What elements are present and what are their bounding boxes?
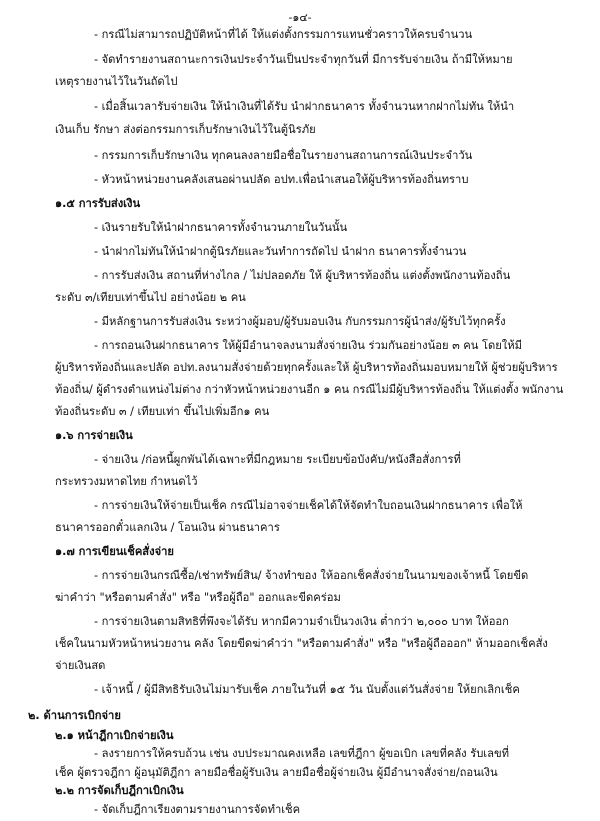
text-line: - การจ่ายเงินตามสิทธิที่พึงจะได้รับ หากมีความจำเป็นวงเงิน ต่ำกว่า ๒,๐๐๐ บาท ให้ออก	[94, 615, 509, 628]
text-line: - หัวหน้าหน่วยงานคลังเสนอผ่านปลัด อปท.เพื่อนำเสนอให้ผู้บริหารท้องถิ่นทราบ	[94, 173, 469, 186]
text-line: - จัดทำรายงานสถานะการเงินประจำวันเป็นประจำทุกวันที่ มีการรับจ่ายเงิน ถ้ามีให้หมาย	[94, 53, 513, 66]
text-line: - กรรมการเก็บรักษาเงิน ทุกคนลงลายมือชื่อในรายงานสถานการณ์เงินประจำวัน	[94, 149, 473, 162]
text-line: - การจ่ายเงินกรณีซื้อ/เช่าทรัพย์สิน/ จ้างทำของ ให้ออกเช็คสั่งจ่ายในนามของเจ้าหนี้ โดยขีด	[94, 569, 529, 582]
text-line: - การจ่ายเงินให้จ่ายเป็นเช็ค กรณีไม่อาจจ่ายเช็คได้ให้จัดทำใบถอนเงินฝากธนาคาร เพื่อให้	[94, 499, 523, 512]
text-line: - การถอนเงินฝากธนาคาร ให้ผู้มีอำนาจลงนามสั่งจ่ายเงิน ร่วมกันอย่างน้อย ๓ คน โดยให้มี	[94, 339, 522, 352]
text-line: - จัดเก็บฎีกาเรียงตามรายงานการจัดทำเช็ค	[94, 803, 301, 816]
text-line: - ลงรายการให้ครบถ้วน เช่น งบประมาณคงเหลือ เลขที่ฎีกา ผู้ขอเบิก เลขที่คลัง รับเลขที่	[94, 747, 510, 760]
text-line: - เงินรายรับให้นำฝากธนาคารทั้งจำนวนภายในวันนั้น	[94, 221, 348, 234]
section-heading: ๑.๖ การจ่ายเงิน	[55, 429, 133, 442]
text-line: จ่ายเงินสด	[55, 659, 106, 672]
text-line: ผู้บริหารท้องถิ่นและปลัด อปท.ลงนามสั่งจ่ายด้วยทุกครั้งและให้ ผู้บริหารท้องถิ่นมอบหมายให้ ผู้ช่วยผู้บริหาร	[55, 361, 558, 374]
text-line: - เมื่อสิ้นเวลารับจ่ายเงิน ให้นำเงินที่ได้รับ นำฝากธนาคาร ทั้งจำนวนหากฝากไม่ทัน ให้นำ	[94, 100, 515, 113]
text-line: เช็คในนามหัวหน้าหน่วยงาน คลัง โดยขีดฆ่าคำว่า "หรือตามคำสั่ง" หรือ "หรือผู้ถือออก" ห้ามออกเช็คสั่ง	[55, 637, 548, 650]
text-line: ระดับ ๓/เทียบเท่าขึ้นไป อย่างน้อย ๒ คน	[55, 291, 246, 304]
text-line: ท้องถิ่นระดับ ๓ / เทียบเท่า ขึ้นไปเพิ่มอีก๑ คน	[55, 405, 270, 418]
text-line: - กรณีไม่สามารถปฏิบัติหน้าที่ได้ ให้แต่งตั้งกรรมการแทนชั่วคราวให้ครบจำนวน	[94, 28, 473, 41]
text-line: ฆ่าคำว่า "หรือตามคำสั่ง" หรือ "หรือผู้ถือ" ออกและขีดคร่อม	[55, 591, 341, 604]
text-line: เหตุรายงานไว้ในวันถัดไป	[55, 75, 178, 88]
section-heading: ๑.๗ การเขียนเช็คสั่งจ่าย	[55, 545, 174, 558]
text-line: เงินเก็บ รักษา ส่งต่อกรรมการเก็บรักษาเงินไว้ในตู้นิรภัย	[55, 123, 316, 136]
text-line: ท้องถิ่น/ ผู้ดำรงตำแหน่งไม่ต่าง กว่าหัวหน้าหน่วยงานอีก ๑ คน กรณีไม่มีผู้บริหารท้องถิ่น ให้แต่งตั้ง พนักงาน	[55, 383, 564, 396]
section-heading: ๑.๕ การรับส่งเงิน	[55, 197, 141, 210]
section-heading: ๒.๒ การจัดเก็บฎีกาเบิกเงิน	[55, 784, 184, 797]
text-line: - มีหลักฐานการรับส่งเงิน ระหว่างผู้มอบ/ผู้รับมอบเงิน กับกรรมการผู้นำส่ง/ผู้รับไว้ทุกครั้ง	[94, 315, 506, 328]
text-line: เช็ค ผู้ตรวจฎีกา ผู้อนุมัติฎีกา ลายมือชื่อผู้รับเงิน ลายมือชื่อผู้จ่ายเงิน ผู้มีอำนาจสั่งจ่าย/ถอนเงิน	[55, 766, 498, 779]
text-line: - จ่ายเงิน /ก่อหนี้ผูกพันได้เฉพาะที่มีกฎหมาย ระเบียบข้อบังคับ/หนังสือสั่งการที่	[94, 453, 461, 466]
page-number: -๑๔-	[288, 11, 312, 24]
text-line: ธนาคารออกตั๋วแลกเงิน / โอนเงิน ผ่านธนาคาร	[55, 521, 280, 534]
text-line: - การรับส่งเงิน สถานที่ห่างไกล / ไม่ปลอดภัย ให้ ผู้บริหารท้องถิ่น แต่งตั้งพนักงานท้องถิ่น	[94, 269, 511, 282]
text-line: กระทรวงมหาดไทย กำหนดไว้	[55, 475, 198, 488]
section-heading: ๒.๑ หน้าฎีกาเบิกจ่ายเงิน	[55, 729, 174, 742]
text-line: - นำฝากไม่ทันให้นำฝากตู้นิรภัยและวันทำการถัดไป นำฝาก ธนาคารทั้งจำนวน	[94, 245, 467, 258]
major-heading: ๒. ด้านการเบิกจ่าย	[28, 709, 121, 722]
text-line: - เจ้าหนี้ / ผู้มีสิทธิรับเงินไม่มารับเช็ค ภายในวันที่ ๑๕ วัน นับตั้งแต่วันสั่งจ่าย ให้ยกเลิกเช็ค	[94, 683, 520, 696]
